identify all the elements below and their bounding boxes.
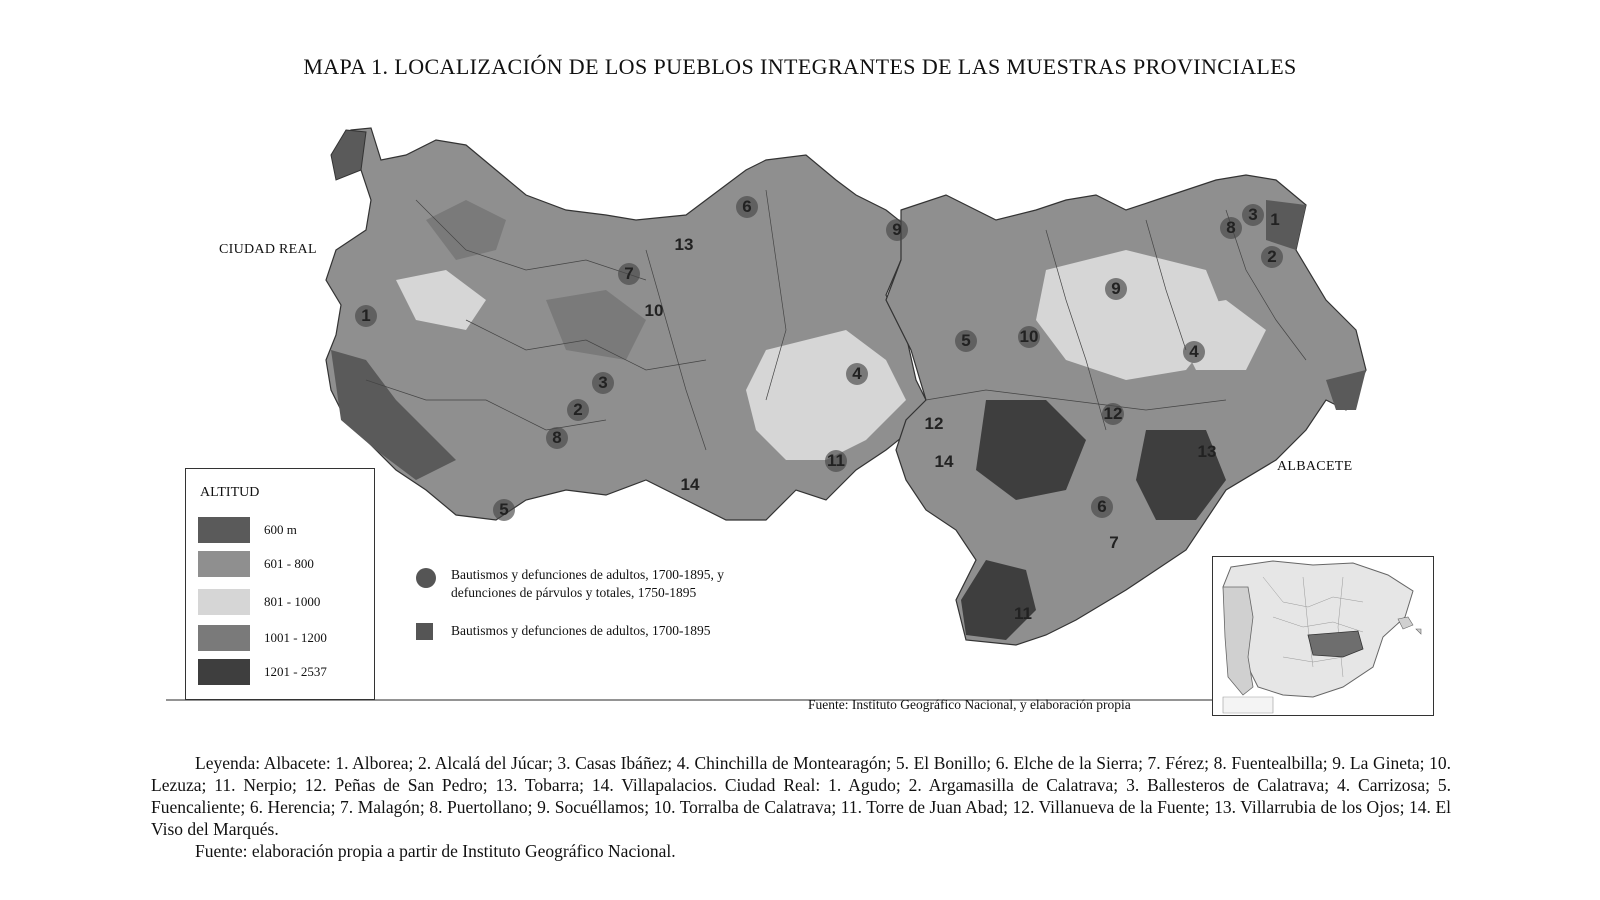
cr-town-number: 3 <box>598 373 608 392</box>
ab-town-square-number: 1 <box>1270 210 1280 229</box>
legend-swatch <box>198 659 250 685</box>
ab-town-number: 9 <box>1111 279 1121 298</box>
ab-town-number: 6 <box>1097 497 1107 516</box>
cr-town-number: 5 <box>499 500 509 519</box>
legend-label: 601 - 800 <box>264 556 314 571</box>
altitude-legend <box>185 468 375 700</box>
square-symbol-icon <box>416 623 433 640</box>
cr-town-square-number: 12 <box>924 414 944 433</box>
cr-town-number: 6 <box>742 197 752 216</box>
cr-town-number: 2 <box>573 400 583 419</box>
legend-row <box>198 551 368 577</box>
ab-town-number: 3 <box>1248 205 1258 224</box>
ab-town-square-number: 14 <box>934 452 954 471</box>
legend-label: 801 - 1000 <box>264 594 321 609</box>
spain-inset-map <box>1212 556 1434 716</box>
legend-label: 1001 - 1200 <box>264 630 327 645</box>
circle-symbol-legend <box>451 566 724 602</box>
legend-title: ALTITUD <box>200 485 260 500</box>
ab-town-number: 2 <box>1267 247 1277 266</box>
legend-row <box>198 625 368 651</box>
label-ciudad-real: CIUDAD REAL <box>219 242 317 257</box>
circle-symbol-line1: Bautismos y defunciones de adultos, 1700-1895, y <box>451 567 724 582</box>
caption-legend-text: Leyenda: Albacete: 1. Alborea; 2. Alcalá del Júcar; 3. Casas Ibáñez; 4. Chinchilla de Montearagón; 5. El Bonillo; 6. Elche de la Sierra; 7. Férez; 8. Fuentealbilla; 9. La Gineta; 10. Lezuza; 11. Nerpio; 12. Peñas de San Pedro; 13. Tobarra; 14. Villapalacios. Ciudad Real: 1. Agudo; 2. Argamasilla de Calatrava; 3. Ballesteros de Calatrava; 4. Carrizosa; 5. Fuencaliente; 6. Herencia; 7. Malagón; 8. Puertollano; 9. Socuéllamos; 10. Torralba de Calatrava; 11. Torre de Juan Abad; 12. Villanueva de la Fuente; 13. Villarrubia de los Ojos; 14. El Viso del Marqués. <box>151 753 1451 839</box>
ab-town-square-number: 11 <box>1014 604 1032 623</box>
ab-town-number: 10 <box>1019 327 1039 346</box>
label-albacete: ALBACETE <box>1277 459 1353 474</box>
legend-label: 1201 - 2537 <box>264 664 327 679</box>
cr-town-square-number: 10 <box>644 301 664 320</box>
ab-town-number: 4 <box>1189 342 1199 361</box>
ab-town-square-number: 7 <box>1109 533 1119 552</box>
cr-nw-lowland <box>331 130 366 180</box>
cr-town-square-number: 13 <box>674 235 694 254</box>
ab-town-number: 8 <box>1226 218 1236 237</box>
cr-town-number: 7 <box>624 264 634 283</box>
legend-swatch <box>198 517 250 543</box>
circle-symbol-line2: defunciones de párvulos y totales, 1750-1895 <box>451 585 697 600</box>
cr-town-number: 4 <box>852 364 862 383</box>
cr-town-square-number: 14 <box>680 475 700 494</box>
spain-outline <box>1213 557 1433 715</box>
legend-swatch <box>198 589 250 615</box>
cr-town-number: 1 <box>361 306 371 325</box>
map-title: MAPA 1. LOCALIZACIÓN DE LOS PUEBLOS INTEGRANTES DE LAS MUESTRAS PROVINCIALES <box>303 54 1297 79</box>
caption-source-text: Fuente: elaboración propia a partir de Instituto Geográfico Nacional. <box>195 841 676 861</box>
map-source: Fuente: Instituto Geográfico Nacional, y elaboración propia <box>808 697 1131 712</box>
ab-town-square-number: 13 <box>1197 442 1217 461</box>
legend-swatch <box>198 625 250 651</box>
square-symbol-legend: Bautismos y defunciones de adultos, 1700-1895 <box>451 623 711 638</box>
circle-symbol-icon <box>416 568 436 588</box>
ab-town-number: 5 <box>961 331 971 350</box>
legend-row <box>198 659 368 685</box>
cr-town-number: 8 <box>552 428 562 447</box>
cr-town-number: 9 <box>892 220 902 239</box>
legend-row <box>198 589 368 615</box>
legend-row <box>198 517 368 543</box>
legend-swatch <box>198 551 250 577</box>
cr-town-number: 11 <box>827 451 845 470</box>
ab-town-number: 12 <box>1103 404 1123 423</box>
figure-caption <box>151 752 1451 862</box>
legend-label: 600 m <box>264 522 297 537</box>
